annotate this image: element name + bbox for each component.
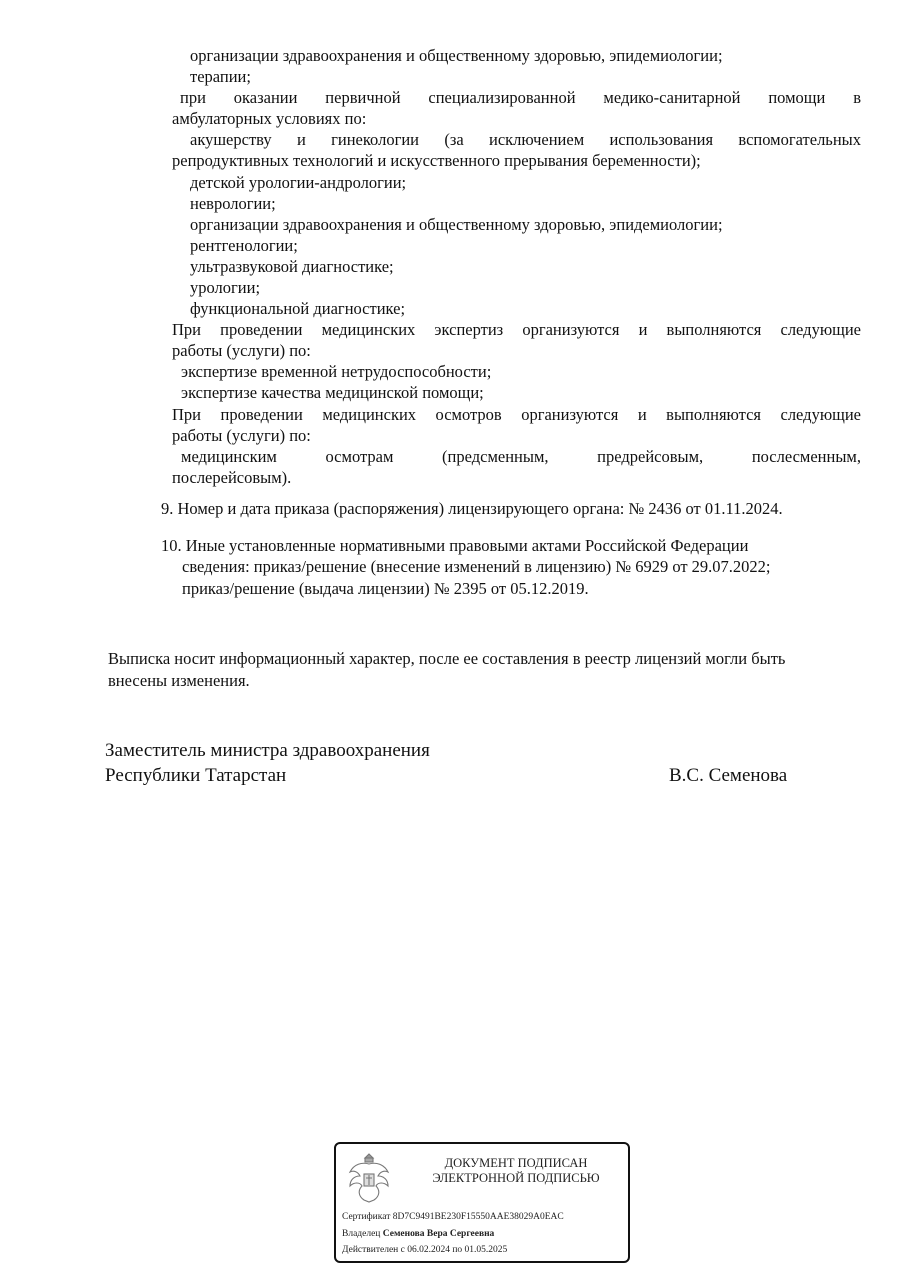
list-item: урологии; xyxy=(190,278,261,297)
paragraph-line: работы (услуги) по: xyxy=(172,341,311,360)
e-signature-stamp xyxy=(334,1142,630,1263)
list-item: терапии; xyxy=(190,67,251,86)
stamp-owner xyxy=(342,1228,494,1240)
owner-value: Семенова Вера Сергеевна xyxy=(382,1229,495,1239)
list-item: детской урологии-андрологии; xyxy=(190,173,407,192)
list-item: послерейсовым). xyxy=(172,468,292,487)
list-item: медицинским осмотрам (предсменным, предрейсовым, послесменным, xyxy=(181,447,861,466)
certificate-value: 8D7C9491BE230F15550AAE38029A0EAC xyxy=(392,1212,564,1222)
signer-position: Заместитель министра здравоохранения xyxy=(105,740,430,761)
item-10-line: 10. Иные установленные нормативными правовыми актами Российской Федерации xyxy=(161,536,749,555)
list-item: экспертизе качества медицинской помощи; xyxy=(181,383,484,402)
owner-label: Владелец xyxy=(342,1229,381,1239)
list-item: рентгенологии; xyxy=(190,236,298,255)
list-item: функциональной диагностике; xyxy=(190,299,406,318)
stamp-title-line: ЭЛЕКТРОННОЙ ПОДПИСЬЮ xyxy=(432,1171,600,1185)
paragraph-line: амбулаторных условиях по: xyxy=(172,109,367,128)
paragraph-line: При проведении медицинских осмотров организуются и выполняются следующие xyxy=(172,405,861,424)
paragraph-line: работы (услуги) по: xyxy=(172,426,311,445)
stamp-title xyxy=(416,1156,616,1186)
paragraph-line: при оказании первичной специализированной медико-санитарной помощи в xyxy=(180,88,861,107)
stamp-validity xyxy=(342,1244,507,1256)
list-item: репродуктивных технологий и искусственного прерывания беременности); xyxy=(172,151,701,170)
validity-label: Действителен xyxy=(342,1245,399,1255)
coat-of-arms-icon xyxy=(344,1150,394,1206)
validity-value: с 06.02.2024 по 01.05.2025 xyxy=(400,1245,508,1255)
stamp-title-line: ДОКУМЕНТ ПОДПИСАН xyxy=(444,1156,588,1170)
item-10-line: приказ/решение (выдача лицензии) № 2395 от 05.12.2019. xyxy=(182,579,589,598)
list-item: ультразвуковой диагностике; xyxy=(190,257,394,276)
list-item: организации здравоохранения и общественному здоровью, эпидемиологии; xyxy=(190,215,723,234)
list-item: экспертизе временной нетрудоспособности; xyxy=(181,362,492,381)
disclaimer-line: внесены изменения. xyxy=(108,671,250,690)
signer-position: Республики Татарстан xyxy=(105,765,287,786)
list-item: неврологии; xyxy=(190,194,276,213)
certificate-label: Сертификат xyxy=(342,1212,391,1222)
disclaimer-line: Выписка носит информационный характер, после ее составления в реестр лицензий могли быть xyxy=(108,649,786,668)
list-item: организации здравоохранения и общественному здоровью, эпидемиологии; xyxy=(190,46,723,65)
item-9: 9. Номер и дата приказа (распоряжения) лицензирующего органа: № 2436 от 01.11.2024. xyxy=(161,499,783,518)
paragraph-line: При проведении медицинских экспертиз организуются и выполняются следующие xyxy=(172,320,861,339)
item-10-line: сведения: приказ/решение (внесение изменений в лицензию) № 6929 от 29.07.2022; xyxy=(182,557,771,576)
list-item: акушерству и гинекологии (за исключением использования вспомогательных xyxy=(190,130,861,149)
signer-name: В.С. Семенова xyxy=(669,765,788,786)
stamp-certificate xyxy=(342,1211,564,1223)
